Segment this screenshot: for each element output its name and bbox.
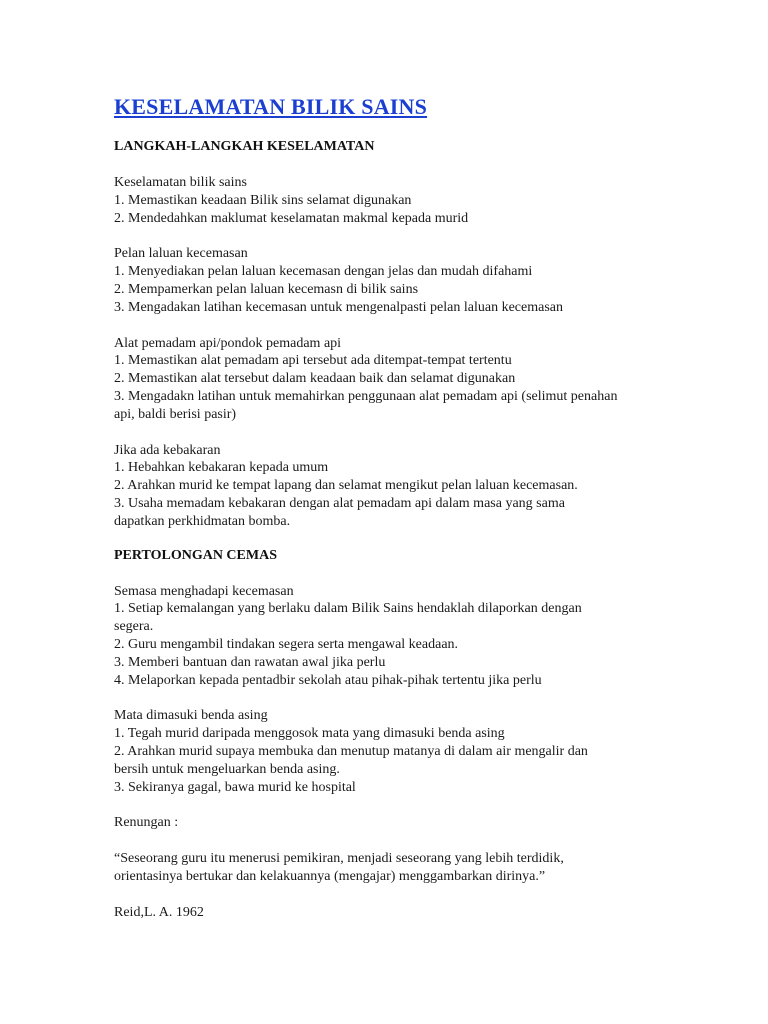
section-title: Mata dimasuki benda asing — [114, 708, 268, 724]
section-title: Alat pemadam api/pondok pemadam api — [114, 335, 342, 351]
list-item: 1. Hebahkan kebakaran kepada umum — [114, 460, 329, 476]
quote-line: orientasinya bertukar dan kelakuannya (mengajar) menggambarkan dirinya.” — [114, 868, 546, 884]
section-alat-pemadam-api — [114, 335, 674, 424]
section-mata-benda-asing — [114, 707, 674, 796]
citation-block — [114, 904, 674, 922]
section-pelan-laluan-kecemasan — [114, 245, 674, 316]
document-page — [114, 93, 674, 922]
list-item: 3. Memberi bantuan dan rawatan awal jika perlu — [114, 654, 386, 670]
list-item: 3. Mengadakan latihan kecemasan untuk mengenalpasti pelan laluan kecemasan — [114, 299, 563, 315]
list-item: 4. Melaporkan kepada pentadbir sekolah atau pihak-pihak tertentu jika perlu — [114, 672, 542, 688]
section-renungan — [114, 814, 674, 832]
section-jika-ada-kebakaran — [114, 442, 674, 531]
heading-langkah-keselamatan: LANGKAH-LANGKAH KESELAMATAN — [114, 139, 375, 154]
list-item: 1. Menyediakan pelan laluan kecemasan dengan jelas dan mudah difahami — [114, 264, 533, 280]
list-item: 3. Mengadakn latihan untuk memahirkan penggunaan alat pemadam api (selimut penahan — [114, 388, 618, 404]
list-item: 1. Memastikan alat pemadam api tersebut ada ditempat-tempat tertentu — [114, 353, 512, 369]
list-item: 2. Mempamerkan pelan laluan kecemasn di bilik sains — [114, 281, 419, 297]
list-item-continuation: dapatkan perkhidmatan bomba. — [114, 513, 291, 529]
list-item-continuation: api, baldi berisi pasir) — [114, 406, 237, 422]
section-semasa-kecemasan — [114, 583, 674, 690]
list-item: 2. Mendedahkan maklumat keselamatan makmal kepada murid — [114, 210, 469, 226]
list-item: 1. Tegah murid daripada menggosok mata yang dimasuki benda asing — [114, 726, 505, 742]
list-item: 2. Memastikan alat tersebut dalam keadaan baik dan selamat digunakan — [114, 371, 516, 387]
list-item: 1. Memastikan keadaan Bilik sins selamat digunakan — [114, 192, 412, 208]
list-item-continuation: segera. — [114, 619, 154, 635]
list-item: 1. Setiap kemalangan yang berlaku dalam Bilik Sains hendaklah dilaporkan dengan — [114, 601, 582, 617]
quote-line: “Seseorang guru itu menerusi pemikiran, menjadi seseorang yang lebih terdidik, — [114, 851, 564, 867]
list-item: 3. Sekiranya gagal, bawa murid ke hospital — [114, 779, 356, 795]
section-title: Keselamatan bilik sains — [114, 175, 247, 190]
section-title: Pelan laluan kecemasan — [114, 246, 248, 262]
list-item: 2. Arahkan murid ke tempat lapang dan selamat mengikut pelan laluan kecemasan. — [114, 478, 578, 494]
list-item: 3. Usaha memadam kebakaran dengan alat pemadam api dalam masa yang sama — [114, 495, 565, 511]
section-keselamatan-bilik-sains — [114, 174, 674, 227]
document-title: KESELAMATAN BILIK SAINS — [114, 94, 428, 119]
section-title: Jika ada kebakaran — [114, 442, 221, 458]
list-item: 2. Guru mengambil tindakan segera serta mengawal keadaan. — [114, 636, 459, 652]
list-item-continuation: bersih untuk mengeluarkan benda asing. — [114, 761, 340, 777]
section-title: Semasa menghadapi kecemasan — [114, 583, 294, 599]
renungan-label: Renungan : — [114, 815, 179, 831]
citation: Reid,L. A. 1962 — [114, 904, 204, 920]
list-item: 2. Arahkan murid supaya membuka dan menutup matanya di dalam air mengalir dan — [114, 743, 588, 759]
heading-pertolongan-cemas: PERTOLONGAN CEMAS — [114, 547, 277, 563]
quote-block — [114, 850, 674, 886]
